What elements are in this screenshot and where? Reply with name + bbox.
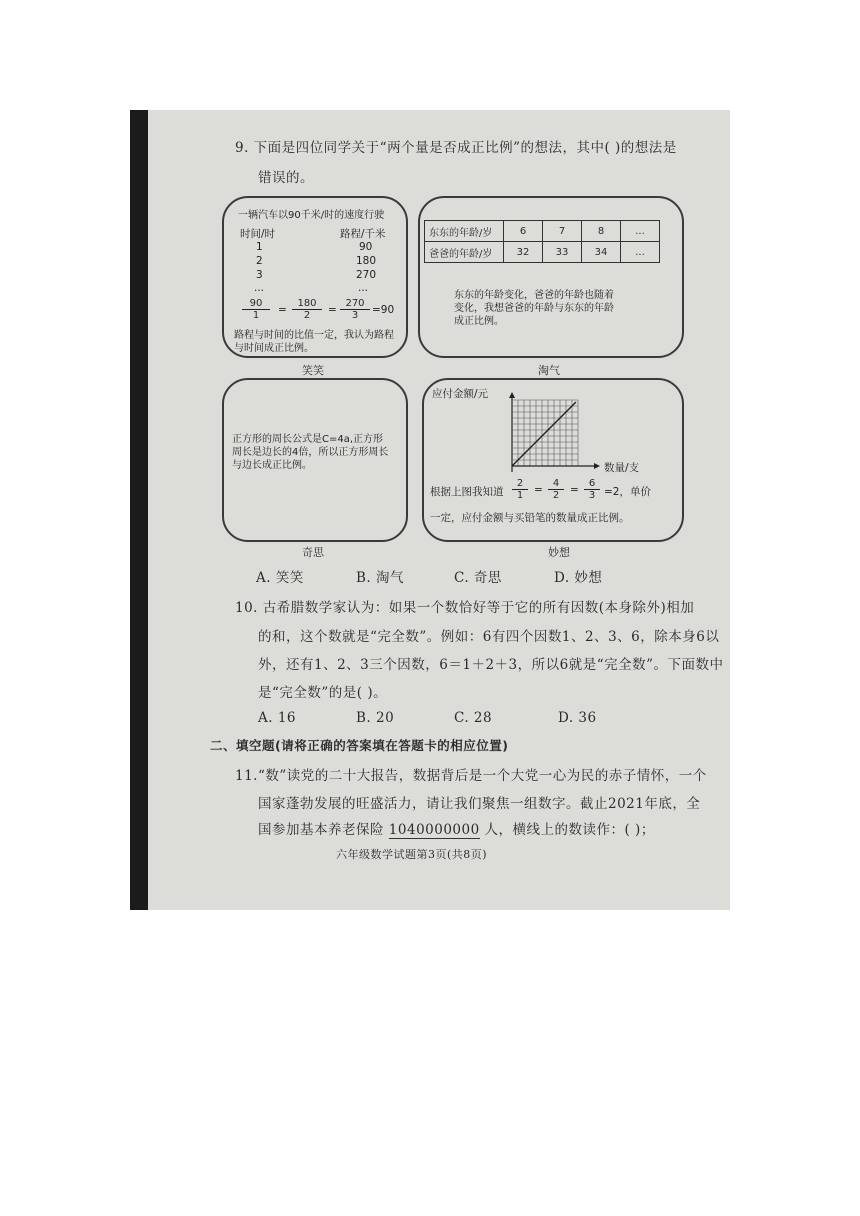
box1-text: 路程与时间的比值一定，我认为路程 [234,330,394,341]
box1-fraction: $\frac{180}{2}$ [292,298,322,321]
box1-dist: 180 [356,255,377,267]
caption-taoqi: 淘气 [538,364,560,377]
box1-dist: 270 [356,269,377,281]
q9-box-taoqi [418,196,684,358]
box4-equals: = [570,484,579,496]
box1-equals: = [278,304,287,316]
q9-option-b: B. 淘气 [356,570,405,586]
underlined-number: 1040000000 [388,822,480,838]
q10-option-b: B. 20 [356,710,395,726]
box1-time: 3 [256,269,263,281]
q9-box-miaoxiang [422,378,684,542]
caption-xiaoxiao: 笑笑 [302,364,324,377]
caption-qisi: 奇思 [302,546,324,559]
box1-dist: ... [358,282,369,294]
table-cell: 34 [582,242,621,263]
q10-option-d: D. 36 [558,710,597,726]
box1-col2: 路程/千米 [340,228,386,240]
table-row [425,221,660,242]
table-cell: 33 [543,242,582,263]
box4-text: 一定，应付金额与买铅笔的数量成正比例。 [430,512,630,524]
box1-time: 2 [256,255,263,267]
box2-text: 变化，我想爸爸的年龄与东东的年龄 [454,303,614,314]
box4-result: =2，单价 [604,486,651,498]
box4-prefix: 根据上图我知道 [430,486,504,498]
q10-line1: 10. 古希腊数学家认为：如果一个数恰好等于它的所有因数(本身除外)相加 [235,600,695,616]
box1-col1: 时间/时 [240,228,276,240]
table-cell: 7 [543,221,582,242]
graph-x-label: 数量/支 [604,462,640,474]
box3-text: 与边长成正比例。 [232,460,312,471]
q9-line2: 错误的。 [258,170,314,186]
table-cell: 8 [582,221,621,242]
box1-fraction: $\frac{90}{1}$ [242,298,270,321]
table-cell: 32 [504,242,543,263]
table-cell: 东东的年龄/岁 [425,221,504,242]
q11-line1: 11.“数”读党的二十大报告，数据背后是一个大党一心为民的赤子情怀，一个 [235,768,707,784]
q9-line1: 9. 下面是四位同学关于“两个量是否成正比例”的想法，其中( )的想法是 [235,140,677,156]
q11-line2: 国家蓬勃发展的旺盛活力，请让我们聚焦一组数字。截止2021年底，全 [258,796,701,812]
graph-y-label: 应付金额/元 [432,388,489,400]
box2-text: 成正比例。 [454,316,504,327]
box1-time: ... [254,282,265,294]
q9-box-xiaoxiao [222,196,408,358]
q10-option-c: C. 28 [454,710,493,726]
q9-option-d: D. 妙想 [554,570,603,586]
box3-text: 正方形的周长公式是C=4a,正方形 [232,434,384,445]
section-heading: 二、填空题(请将正确的答案填在答题卡的相应位置) [210,738,509,753]
caption-miaoxiang: 妙想 [548,546,570,559]
q10-line2: 的和，这个数就是“完全数”。例如：6有四个因数1、2、3、6，除本身6以 [258,629,720,645]
box4-equals: = [534,484,543,496]
box4-fraction: $\frac{6}{3}$ [584,478,600,501]
box1-fraction: $\frac{270}{3}$ [340,298,370,321]
price-graph [502,392,602,474]
q10-line3: 外，还有1、2、3三个因数，6＝1＋2＋3，所以6就是“完全数”。下面数中 [258,657,724,673]
q10-line4: 是“完全数”的是( )。 [258,685,388,701]
box1-title: 一辆汽车以90千米/时的速度行驶 [238,210,385,221]
q9-box-qisi [222,378,408,542]
box1-equals: = [328,304,337,316]
age-table [424,220,660,263]
table-cell: ... [621,242,660,263]
box4-fraction: $\frac{2}{1}$ [512,478,528,501]
exam-paper [130,110,730,910]
box2-text: 东东的年龄变化，爸爸的年龄也随着 [454,290,614,301]
box1-result: =90 [372,304,395,316]
q9-option-c: C. 奇思 [454,570,502,586]
box1-text: 与时间成正比例。 [234,343,314,354]
scan-dark-edge [130,110,148,910]
table-cell: 爸爸的年龄/岁 [425,242,504,263]
box1-time: 1 [256,241,263,253]
box4-fraction: $\frac{4}{2}$ [548,478,564,501]
table-cell: ... [621,221,660,242]
q11-line3: 国参加基本养老保险 1040000000 人，横线上的数读作：( )； [258,822,655,838]
q9-option-a: A. 笑笑 [256,570,304,586]
table-cell: 6 [504,221,543,242]
q10-option-a: A. 16 [258,710,297,726]
box1-dist: 90 [359,241,373,253]
page-footer: 六年级数学试题第3页(共8页) [336,848,488,861]
box3-text: 周长是边长的4倍，所以正方形周长 [232,447,389,458]
table-row [425,242,660,263]
